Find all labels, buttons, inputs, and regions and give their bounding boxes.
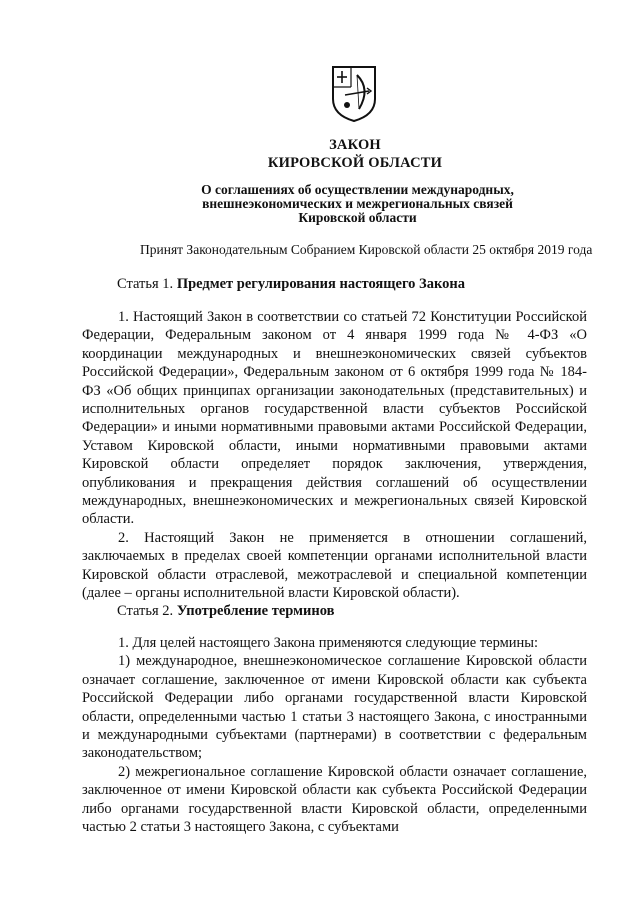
article-1-paragraph-2: 2. Настоящий Закон не применяется в отношении соглашений, заключаемых в пределах своей компетенции органами исполнительной власти Кировской области отраслевой, межотраслевой и специальной компетенции (далее – органы исполнительной власти Кировской области). (82, 529, 587, 602)
article-1-heading (117, 276, 465, 293)
law-heading: ЗАКОН (329, 137, 381, 153)
article-2-title: Употребление терминов (176, 603, 335, 619)
article-2-body (82, 634, 587, 836)
article-2-heading (117, 603, 334, 620)
subject-line-2: внешнеэкономических и межрегиональных связей (202, 196, 513, 211)
region-heading: КИРОВСКОЙ ОБЛАСТИ (267, 155, 443, 171)
adoption-note: Принят Законодательным Собранием Кировской области 25 октября 2019 года (140, 242, 593, 257)
subject-line-3: Кировской области (298, 210, 417, 225)
article-2-prefix: Статья 2. (117, 603, 174, 619)
article-1-title: Предмет регулирования настоящего Закона (176, 276, 465, 292)
coat-of-arms-icon (331, 65, 377, 123)
article-2-paragraph-2: 1) международное, внешнеэкономическое соглашение Кировской области означает соглашение, заключенное от имени Кировской области как субъекта Российской Федерации либо органами государственной власти Кировской области, определенными частью 1 статьи 3 настоящего Закона, с иностранными и международными субъектами (партнерами) в соответствии с федеральным законодательством; (82, 653, 587, 762)
article-1-paragraph-1: 1. Настоящий Закон в соответствии со статьей 72 Конституции Российской Федерации, Федеральным законом от 4 января 1999 года № 4-ФЗ «О координации международных и внешнеэкономических связей субъектов Российской Федерации», Федеральным законом от 6 октября 1999 года № 184-ФЗ «Об общих принципах организации законодательных (представительных) и исполнительных органов государственной власти субъектов Российской Федерации» и иными нормативными правовыми актами Российской Федерации, Уставом Кировской области, иными нормативными правовыми актами Кировской области определяет порядок заключения, утверждения, опубликования и прекращения действия соглашений об осуществлении международных, внешнеэкономических и межрегиональных связей Кировской области. (82, 309, 587, 528)
article-1-prefix: Статья 1. (117, 276, 174, 292)
article-1-body (82, 308, 587, 603)
article-2-paragraph-3: 2) межрегиональное соглашение Кировской области означает соглашение, заключенное от имени Кировской области как субъекта Российской Федерации либо органами государственной власти Кировской области, определенными частью 2 статьи 3 настоящего Закона, с субъектами (82, 763, 587, 836)
article-2-paragraph-1: 1. Для целей настоящего Закона применяются следующие термины: (118, 635, 539, 651)
subject-line-1: О соглашениях об осуществлении международных, (201, 182, 514, 197)
